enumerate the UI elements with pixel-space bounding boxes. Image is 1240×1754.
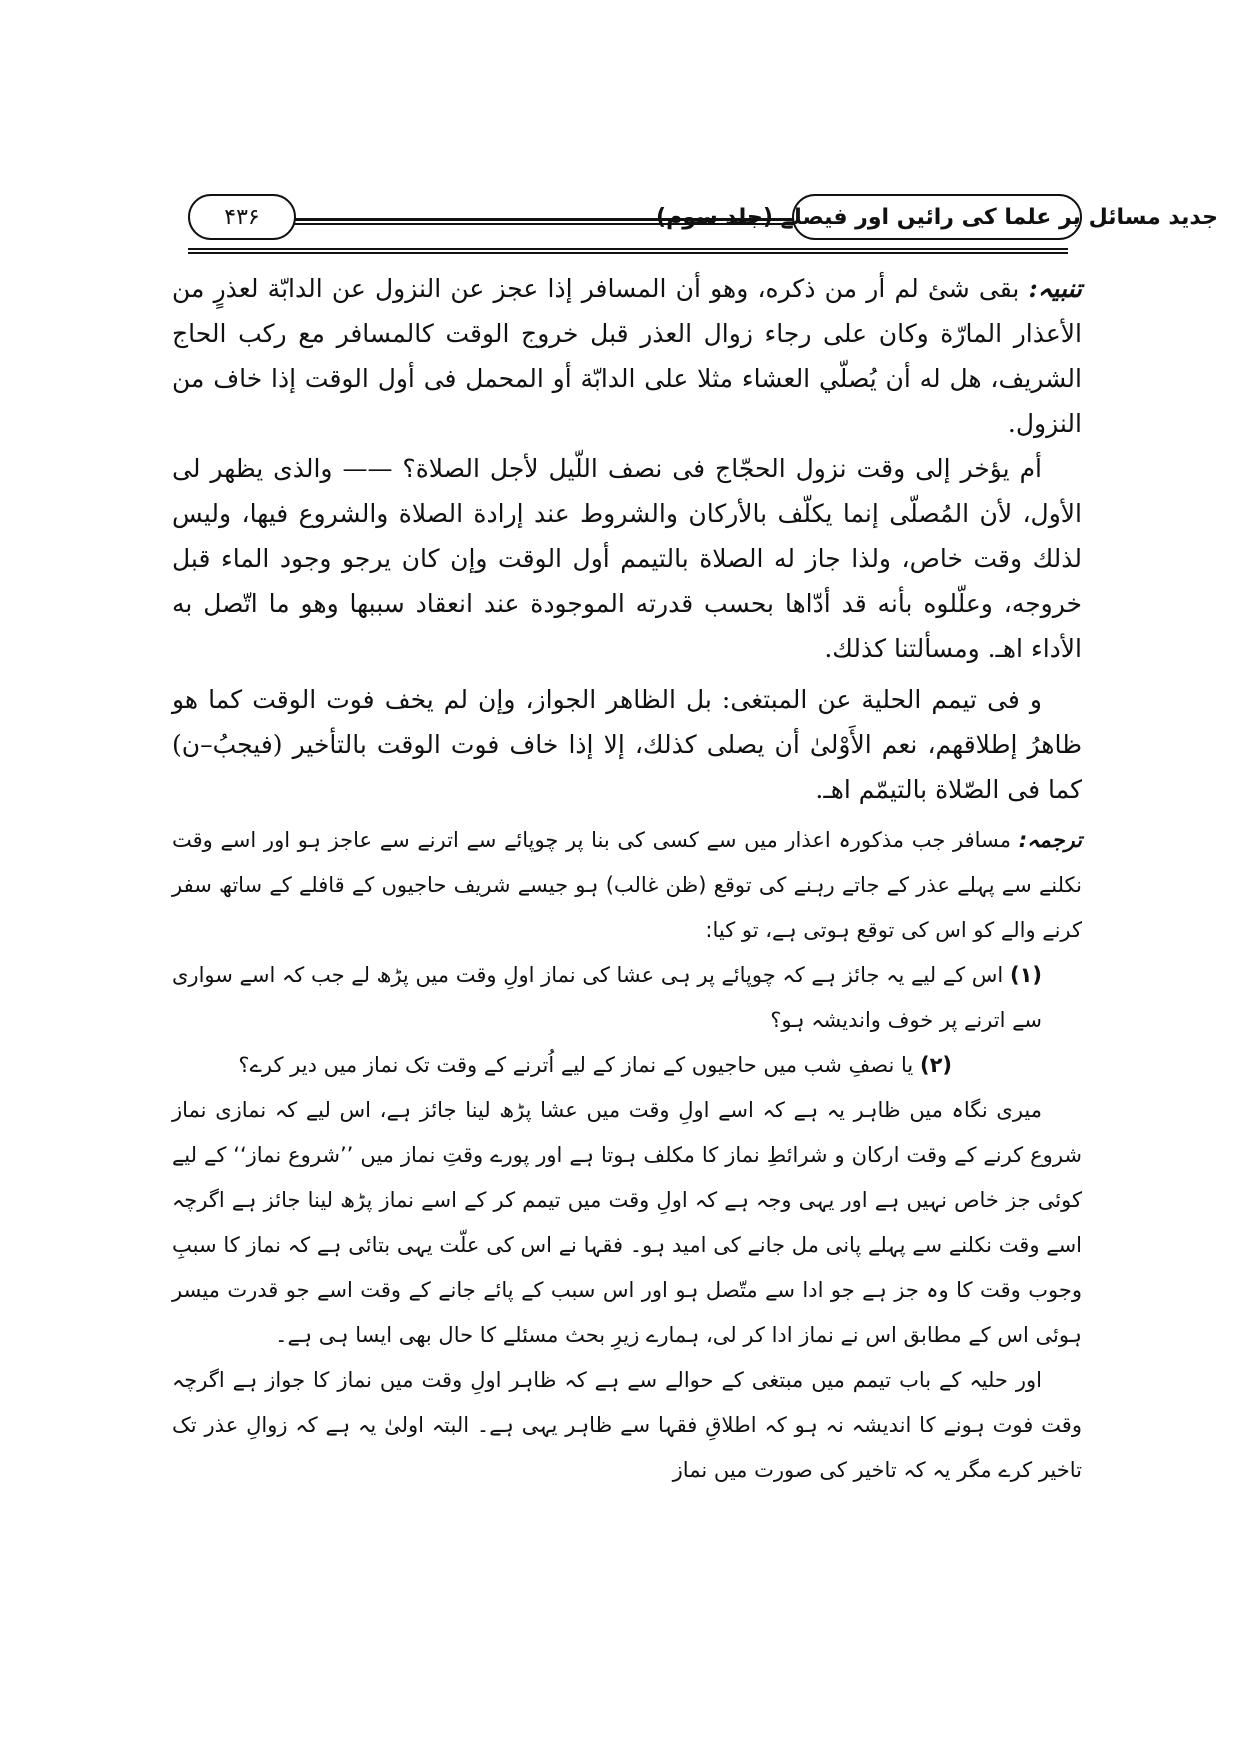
page-number-frame — [188, 194, 296, 240]
page-number: ۴۳۶ — [224, 204, 260, 230]
question-2-number: (۲) — [919, 1053, 952, 1077]
note-label: تنبیہ: — [1028, 274, 1083, 303]
question-1-number: (۱) — [1009, 963, 1042, 987]
translation-text: مسافر جب مذکورہ اعذار میں سے کسی کی بنا پر چوپائے سے اترنے سے عاجز ہو اور اسے وقت نکلنے سے پہلے عذر کے جاتے رہنے کی توقع (ظن غالب) ہو جیسے شریف حاجیوں کے قافلے کے ساتھ سفر کرنے والے کو اس کی توقع ہوتی ہے، تو کیا: — [172, 828, 1082, 942]
book-title-frame — [656, 194, 1218, 240]
arabic-paragraph-2: أم يؤخر إلى وقت نزول الحجّاج فى نصف اللّيل لأجل الصلاة؟ —— والذى يظهر لى الأول، لأن المُصلّى إنما يكلّف بالأركان والشروط عند إرادة الصلاة والشروع فيها، وليس لذلك وقت خاص، ولذا جاز له الصلاة بالتيمم أول الوقت وإن كان يرجو وجود الماء قبل خروجه، وعلّلوه بأنه قد أدّاها بحسب قدرته الموجودة عند انعقاد سببها وهو ما اتّصل به الأداء اهـ. ومسألتنا كذلك. — [172, 454, 1082, 663]
question-1-text: اس کے لیے یہ جائز ہے کہ چوپائے پر ہی عشا کی نماز اولِ وقت میں پڑھ لے جب کہ اسے سواری سے اترنے پر خوف واندیشہ ہو؟ — [172, 963, 1042, 1032]
running-header — [172, 190, 1218, 252]
question-2-text: یا نصفِ شب میں حاجیوں کے نماز کے لیے اُترنے کے وقت تک نماز میں دیر کرے؟ — [238, 1053, 914, 1077]
urdu-paragraph-2: اور حلیہ کے باب تیمم میں مبتغی کے حوالے سے ہے کہ ظاہر اولِ وقت میں نماز کا جواز ہے اگرچہ وقت فوت ہونے کا اندیشہ نہ ہو کہ اطلاقِ فقہا سے ظاہر یہی ہے۔ البتہ اولیٰ یہ ہے کہ زوالِ عذر تک تاخیر کرے مگر یہ کہ تاخیر کی صورت میں نماز — [172, 1368, 1082, 1482]
page-body — [172, 266, 1082, 1493]
header-rule — [188, 248, 1068, 254]
note-text: بقى شئ لم أر من ذكره، وهو أن المسافر إذا عجز عن النزول عن الدابّة لعذرٍ من الأعذار المارّة وكان على رجاء زوال العذر قبل خروج الوقت كالمسافر مع ركب الحاج الشريف، هل له أن يُصلّي العشاء مثلا على الدابّة أو المحمل فى أول الوقت إذا خاف من النزول. — [172, 274, 1082, 438]
translation-paragraph — [172, 818, 1082, 953]
document-page — [172, 190, 1218, 1493]
question-1 — [172, 953, 1082, 1043]
question-2 — [172, 1043, 1082, 1088]
urdu-paragraph-1: میری نگاہ میں ظاہر یہ ہے کہ اسے اولِ وقت میں عشا پڑھ لینا جائز ہے، اس لیے کہ نمازی نماز شروع کرنے کے وقت ارکان و شرائطِ نماز کا مکلف ہوتا ہے اور پورے وقتِ نماز میں ’’شروع نماز‘‘ کے لیے کوئی جز خاص نہیں ہے اور یہی وجہ ہے کہ اولِ وقت میں تیمم کر کے اسے نماز پڑھ لینا جائز ہے اگرچہ اسے وقت نکلنے سے پہلے پانی مل جانے کی امید ہو۔ فقہا نے اس کی علّت یہی بتائی ہے کہ نماز کا سببِ وجوب وقت کا وہ جز ہے جو ادا سے متّصل ہو اور اس سبب کے پائے جانے کے وقت اسے جو قدرت میسر ہوئی اس کے مطابق اس نے نماز ادا کر لی، ہمارے زیرِ بحث مسئلے کا حال بھی ایسا ہی ہے۔ — [172, 1098, 1082, 1347]
book-title: جدید مسائل پر علما کی رائیں اور فیصلے (جلد سوم) — [656, 204, 1218, 230]
arabic-paragraph-3: و فى تيمم الحلية عن المبتغى: بل الظاهر الجواز، وإن لم يخف فوت الوقت كما هو ظاهرُ إطلاقهم، نعم الأَوْلىٰ أن يصلى كذلك، إلا إذا خاف فوت الوقت بالتأخير (فيجبُ–ن) كما فى الصّلاة بالتيمّم اهـ. — [172, 685, 1082, 804]
arabic-note-paragraph — [172, 266, 1082, 446]
translation-label: ترجمہ: — [1018, 828, 1082, 852]
